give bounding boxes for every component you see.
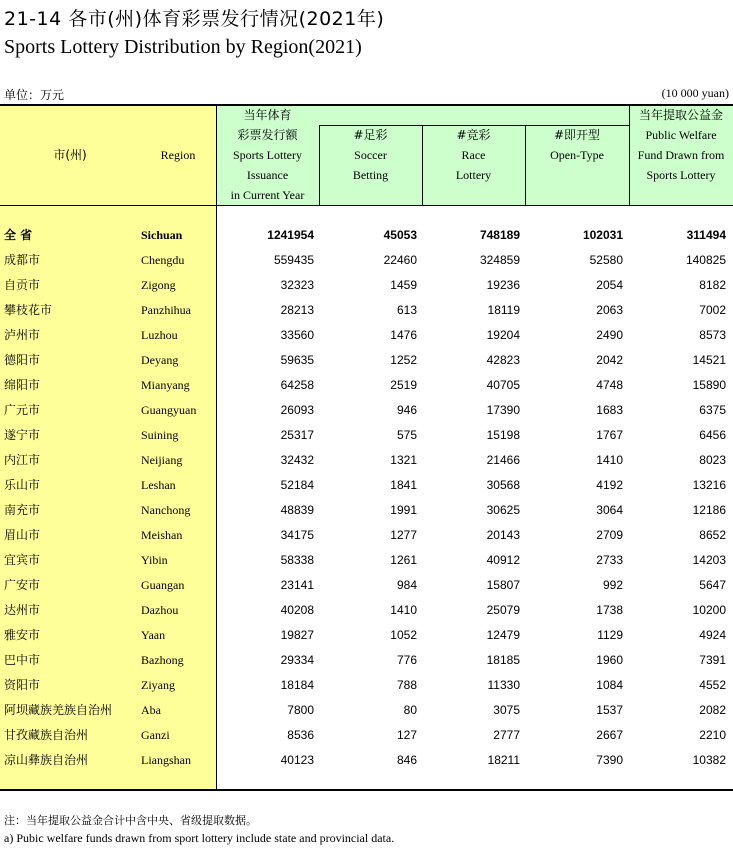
cell-welfare: 8652	[699, 528, 726, 542]
cell-open-type: 1738	[596, 603, 623, 617]
table-row	[0, 448, 733, 473]
row-name-en: Liangshan	[141, 753, 191, 767]
table-row	[0, 248, 733, 273]
cell-welfare: 15890	[692, 378, 726, 392]
cell-welfare: 8573	[699, 328, 726, 342]
header-city-cn: 市(州)	[53, 148, 87, 162]
cell-race: 40912	[486, 553, 520, 567]
cell-issuance: 29334	[280, 653, 314, 667]
cell-race: 18185	[486, 653, 520, 667]
table-row	[0, 673, 733, 698]
row-name-cn: 内江市	[4, 453, 41, 467]
footnote-en: a) Pubic welfare funds drawn from sport lottery include state and provincial data.	[4, 831, 395, 845]
table-row	[0, 623, 733, 648]
cell-issuance: 7800	[287, 703, 314, 717]
row-name-en: Panzhihua	[141, 303, 191, 317]
cell-issuance: 40208	[280, 603, 314, 617]
cell-welfare: 6456	[699, 428, 726, 442]
cell-issuance: 48839	[280, 503, 314, 517]
cell-open-type: 3064	[596, 503, 623, 517]
row-name-en: Bazhong	[141, 653, 184, 667]
row-name-en: Yaan	[141, 628, 166, 642]
cell-open-type: 2054	[596, 278, 623, 292]
row-name-en: Ziyang	[141, 678, 175, 692]
cell-race: 18211	[487, 753, 520, 767]
cell-issuance: 23141	[280, 578, 314, 592]
cell-soccer: 1277	[390, 528, 417, 542]
row-name-en: Suining	[141, 428, 179, 442]
table-row	[0, 348, 733, 373]
row-name-cn: 阿坝藏族羌族自治州	[4, 703, 113, 717]
cell-soccer: 776	[396, 653, 417, 667]
cell-issuance: 52184	[280, 478, 314, 492]
table-row	[0, 698, 733, 723]
cell-race: 20143	[486, 528, 520, 542]
row-name-cn: 全 省	[4, 228, 33, 242]
cell-soccer: 1252	[390, 353, 417, 367]
cell-soccer: 946	[396, 403, 417, 417]
cell-welfare: 12186	[692, 503, 726, 517]
cell-issuance: 1241954	[267, 228, 314, 242]
cell-open-type: 2667	[596, 728, 623, 742]
row-name-cn: 德阳市	[4, 353, 41, 367]
cell-open-type: 1129	[597, 628, 623, 642]
cell-welfare: 14521	[692, 353, 726, 367]
row-name-cn: 泸州市	[4, 328, 41, 342]
cell-race: 30568	[486, 478, 520, 492]
cell-issuance: 33560	[280, 328, 314, 342]
cell-race: 324859	[479, 253, 520, 267]
cell-welfare: 8182	[699, 278, 726, 292]
cell-welfare: 8023	[699, 453, 726, 467]
unit-label-cn: 单位：万元	[4, 88, 65, 102]
row-name-en: Zigong	[141, 278, 176, 292]
row-name-en: Nanchong	[141, 503, 191, 517]
table-row	[0, 273, 733, 298]
cell-issuance: 26093	[280, 403, 314, 417]
table-row	[0, 323, 733, 348]
cell-welfare: 140825	[685, 253, 726, 267]
cell-welfare: 10200	[692, 603, 726, 617]
cell-race: 25079	[486, 603, 520, 617]
cell-soccer: 613	[396, 303, 417, 317]
cell-soccer: 575	[396, 428, 417, 442]
row-name-cn: 雅安市	[4, 628, 41, 642]
row-name-cn: 乐山市	[4, 478, 41, 492]
row-name-cn: 广元市	[4, 403, 41, 417]
cell-race: 19236	[486, 278, 520, 292]
header-region: Region	[160, 148, 196, 162]
cell-soccer: 1476	[390, 328, 417, 342]
cell-welfare: 2210	[699, 728, 726, 742]
table-row	[0, 523, 733, 548]
row-name-cn: 攀枝花市	[4, 303, 53, 317]
row-name-en: Sichuan	[141, 228, 183, 242]
cell-issuance: 58338	[280, 553, 314, 567]
row-name-en: Neijiang	[141, 453, 183, 467]
row-name-en: Mianyang	[141, 378, 190, 392]
row-name-en: Luzhou	[141, 328, 178, 342]
cell-soccer: 1841	[390, 478, 417, 492]
cell-issuance: 19827	[280, 628, 314, 642]
header-welfare: 当年提取公益金 Public Welfare Fund Drawn from Sports Lottery	[637, 108, 725, 182]
table-row	[0, 298, 733, 323]
header-race: #竞彩 Race Lottery	[455, 128, 492, 182]
cell-soccer: 1261	[390, 553, 417, 567]
cell-welfare: 5647	[699, 578, 726, 592]
cell-open-type: 2042	[596, 353, 623, 367]
table-title-cn: 21-14 各市(州)体育彩票发行情况(2021年)	[4, 8, 385, 30]
table-row	[0, 573, 733, 598]
cell-open-type: 1767	[596, 428, 623, 442]
table-row	[0, 473, 733, 498]
table-row	[0, 498, 733, 523]
row-name-en: Leshan	[141, 478, 176, 492]
cell-soccer: 1459	[390, 278, 417, 292]
header-open-type: #即开型 Open-Type	[550, 128, 604, 162]
cell-open-type: 992	[602, 578, 623, 592]
cell-open-type: 1683	[596, 403, 623, 417]
cell-race: 18119	[487, 303, 520, 317]
cell-race: 15198	[486, 428, 520, 442]
cell-race: 11330	[487, 678, 520, 692]
cell-issuance: 34175	[280, 528, 314, 542]
cell-open-type: 102031	[582, 228, 623, 242]
table-bottom-rule	[0, 789, 733, 791]
cell-soccer: 2519	[390, 378, 417, 392]
cell-issuance: 32323	[280, 278, 314, 292]
cell-issuance: 28213	[280, 303, 314, 317]
cell-soccer: 22460	[383, 253, 417, 267]
table-row-total	[0, 223, 733, 248]
table-row	[0, 748, 733, 773]
cell-soccer: 984	[396, 578, 417, 592]
cell-race: 12479	[486, 628, 520, 642]
cell-welfare: 6375	[699, 403, 726, 417]
row-name-cn: 遂宁市	[4, 428, 41, 442]
row-name-en: Deyang	[141, 353, 179, 367]
cell-open-type: 1084	[596, 678, 623, 692]
table-row	[0, 723, 733, 748]
cell-soccer: 1410	[390, 603, 417, 617]
row-name-en: Guangan	[141, 578, 185, 592]
cell-issuance: 559435	[273, 253, 314, 267]
cell-open-type: 1537	[596, 703, 623, 717]
cell-race: 748189	[479, 228, 520, 242]
cell-race: 42823	[486, 353, 520, 367]
table-top-rule	[0, 104, 733, 106]
row-name-en: Chengdu	[141, 253, 185, 267]
cell-open-type: 1410	[596, 453, 623, 467]
cell-open-type: 1960	[596, 653, 623, 667]
table-row	[0, 648, 733, 673]
cell-issuance: 40123	[280, 753, 314, 767]
cell-soccer: 1991	[390, 503, 417, 517]
row-name-cn: 绵阳市	[4, 378, 41, 392]
cell-race: 3075	[493, 703, 520, 717]
unit-label-en: (10 000 yuan)	[661, 86, 729, 100]
row-name-cn: 资阳市	[4, 678, 41, 692]
row-name-en: Guangyuan	[141, 403, 197, 417]
table-title-en: Sports Lottery Distribution by Region(2021)	[4, 36, 362, 58]
cell-issuance: 25317	[280, 428, 314, 442]
cell-soccer: 1321	[390, 453, 417, 467]
row-name-cn: 巴中市	[4, 653, 41, 667]
row-name-cn: 凉山彝族自治州	[4, 753, 89, 767]
cell-soccer: 846	[396, 753, 417, 767]
row-name-en: Yibin	[141, 553, 168, 567]
cell-welfare: 4552	[699, 678, 726, 692]
cell-open-type: 7390	[596, 753, 623, 767]
table-row	[0, 548, 733, 573]
row-name-cn: 甘孜藏族自治州	[4, 728, 89, 742]
cell-soccer: 45053	[383, 228, 417, 242]
cell-welfare: 7391	[699, 653, 726, 667]
footnote-cn: 注：当年提取公益金合计中含中央、省级提取数据。	[4, 814, 257, 827]
cell-welfare: 2082	[699, 703, 726, 717]
cell-open-type: 4748	[596, 378, 623, 392]
cell-race: 40705	[486, 378, 520, 392]
row-name-cn: 南充市	[4, 503, 41, 517]
row-name-cn: 广安市	[4, 578, 41, 592]
cell-open-type: 2490	[596, 328, 623, 342]
cell-welfare: 13216	[692, 478, 726, 492]
row-name-cn: 自贡市	[4, 278, 41, 292]
header-bottom-rule	[0, 205, 733, 206]
cell-issuance: 8536	[287, 728, 314, 742]
cell-soccer: 1052	[390, 628, 417, 642]
cell-soccer: 127	[396, 728, 417, 742]
cell-welfare: 14203	[692, 553, 726, 567]
cell-issuance: 59635	[280, 353, 314, 367]
row-name-en: Ganzi	[141, 728, 170, 742]
row-name-en: Aba	[141, 703, 161, 717]
header-soccer: #足彩 Soccer Betting	[352, 128, 389, 182]
cell-welfare: 7002	[699, 303, 726, 317]
cell-race: 17390	[486, 403, 520, 417]
header-issuance: 当年体育 彩票发行额 Sports Lottery Issuance in Current Year	[230, 108, 305, 202]
cell-race: 15807	[486, 578, 520, 592]
cell-open-type: 2733	[596, 553, 623, 567]
row-name-cn: 达州市	[4, 603, 41, 617]
cell-open-type: 2709	[596, 528, 623, 542]
cell-race: 2777	[493, 728, 520, 742]
row-name-en: Meishan	[141, 528, 183, 542]
table-row	[0, 598, 733, 623]
row-name-cn: 成都市	[4, 253, 41, 267]
table-row	[0, 373, 733, 398]
cell-race: 21466	[486, 453, 520, 467]
cell-soccer: 80	[403, 703, 417, 717]
cell-open-type: 4192	[596, 478, 623, 492]
cell-race: 19204	[486, 328, 520, 342]
table-row	[0, 423, 733, 448]
cell-welfare: 311494	[686, 228, 726, 242]
table-row	[0, 398, 733, 423]
cell-open-type: 52580	[589, 253, 623, 267]
row-name-cn: 宜宾市	[4, 553, 41, 567]
row-name-en: Dazhou	[141, 603, 179, 617]
cell-issuance: 18184	[280, 678, 314, 692]
cell-welfare: 4924	[699, 628, 726, 642]
row-name-cn: 眉山市	[4, 528, 41, 542]
cell-open-type: 2063	[596, 303, 623, 317]
cell-welfare: 10382	[692, 753, 726, 767]
cell-issuance: 32432	[280, 453, 314, 467]
cell-issuance: 64258	[280, 378, 314, 392]
cell-race: 30625	[486, 503, 520, 517]
cell-soccer: 788	[396, 678, 417, 692]
